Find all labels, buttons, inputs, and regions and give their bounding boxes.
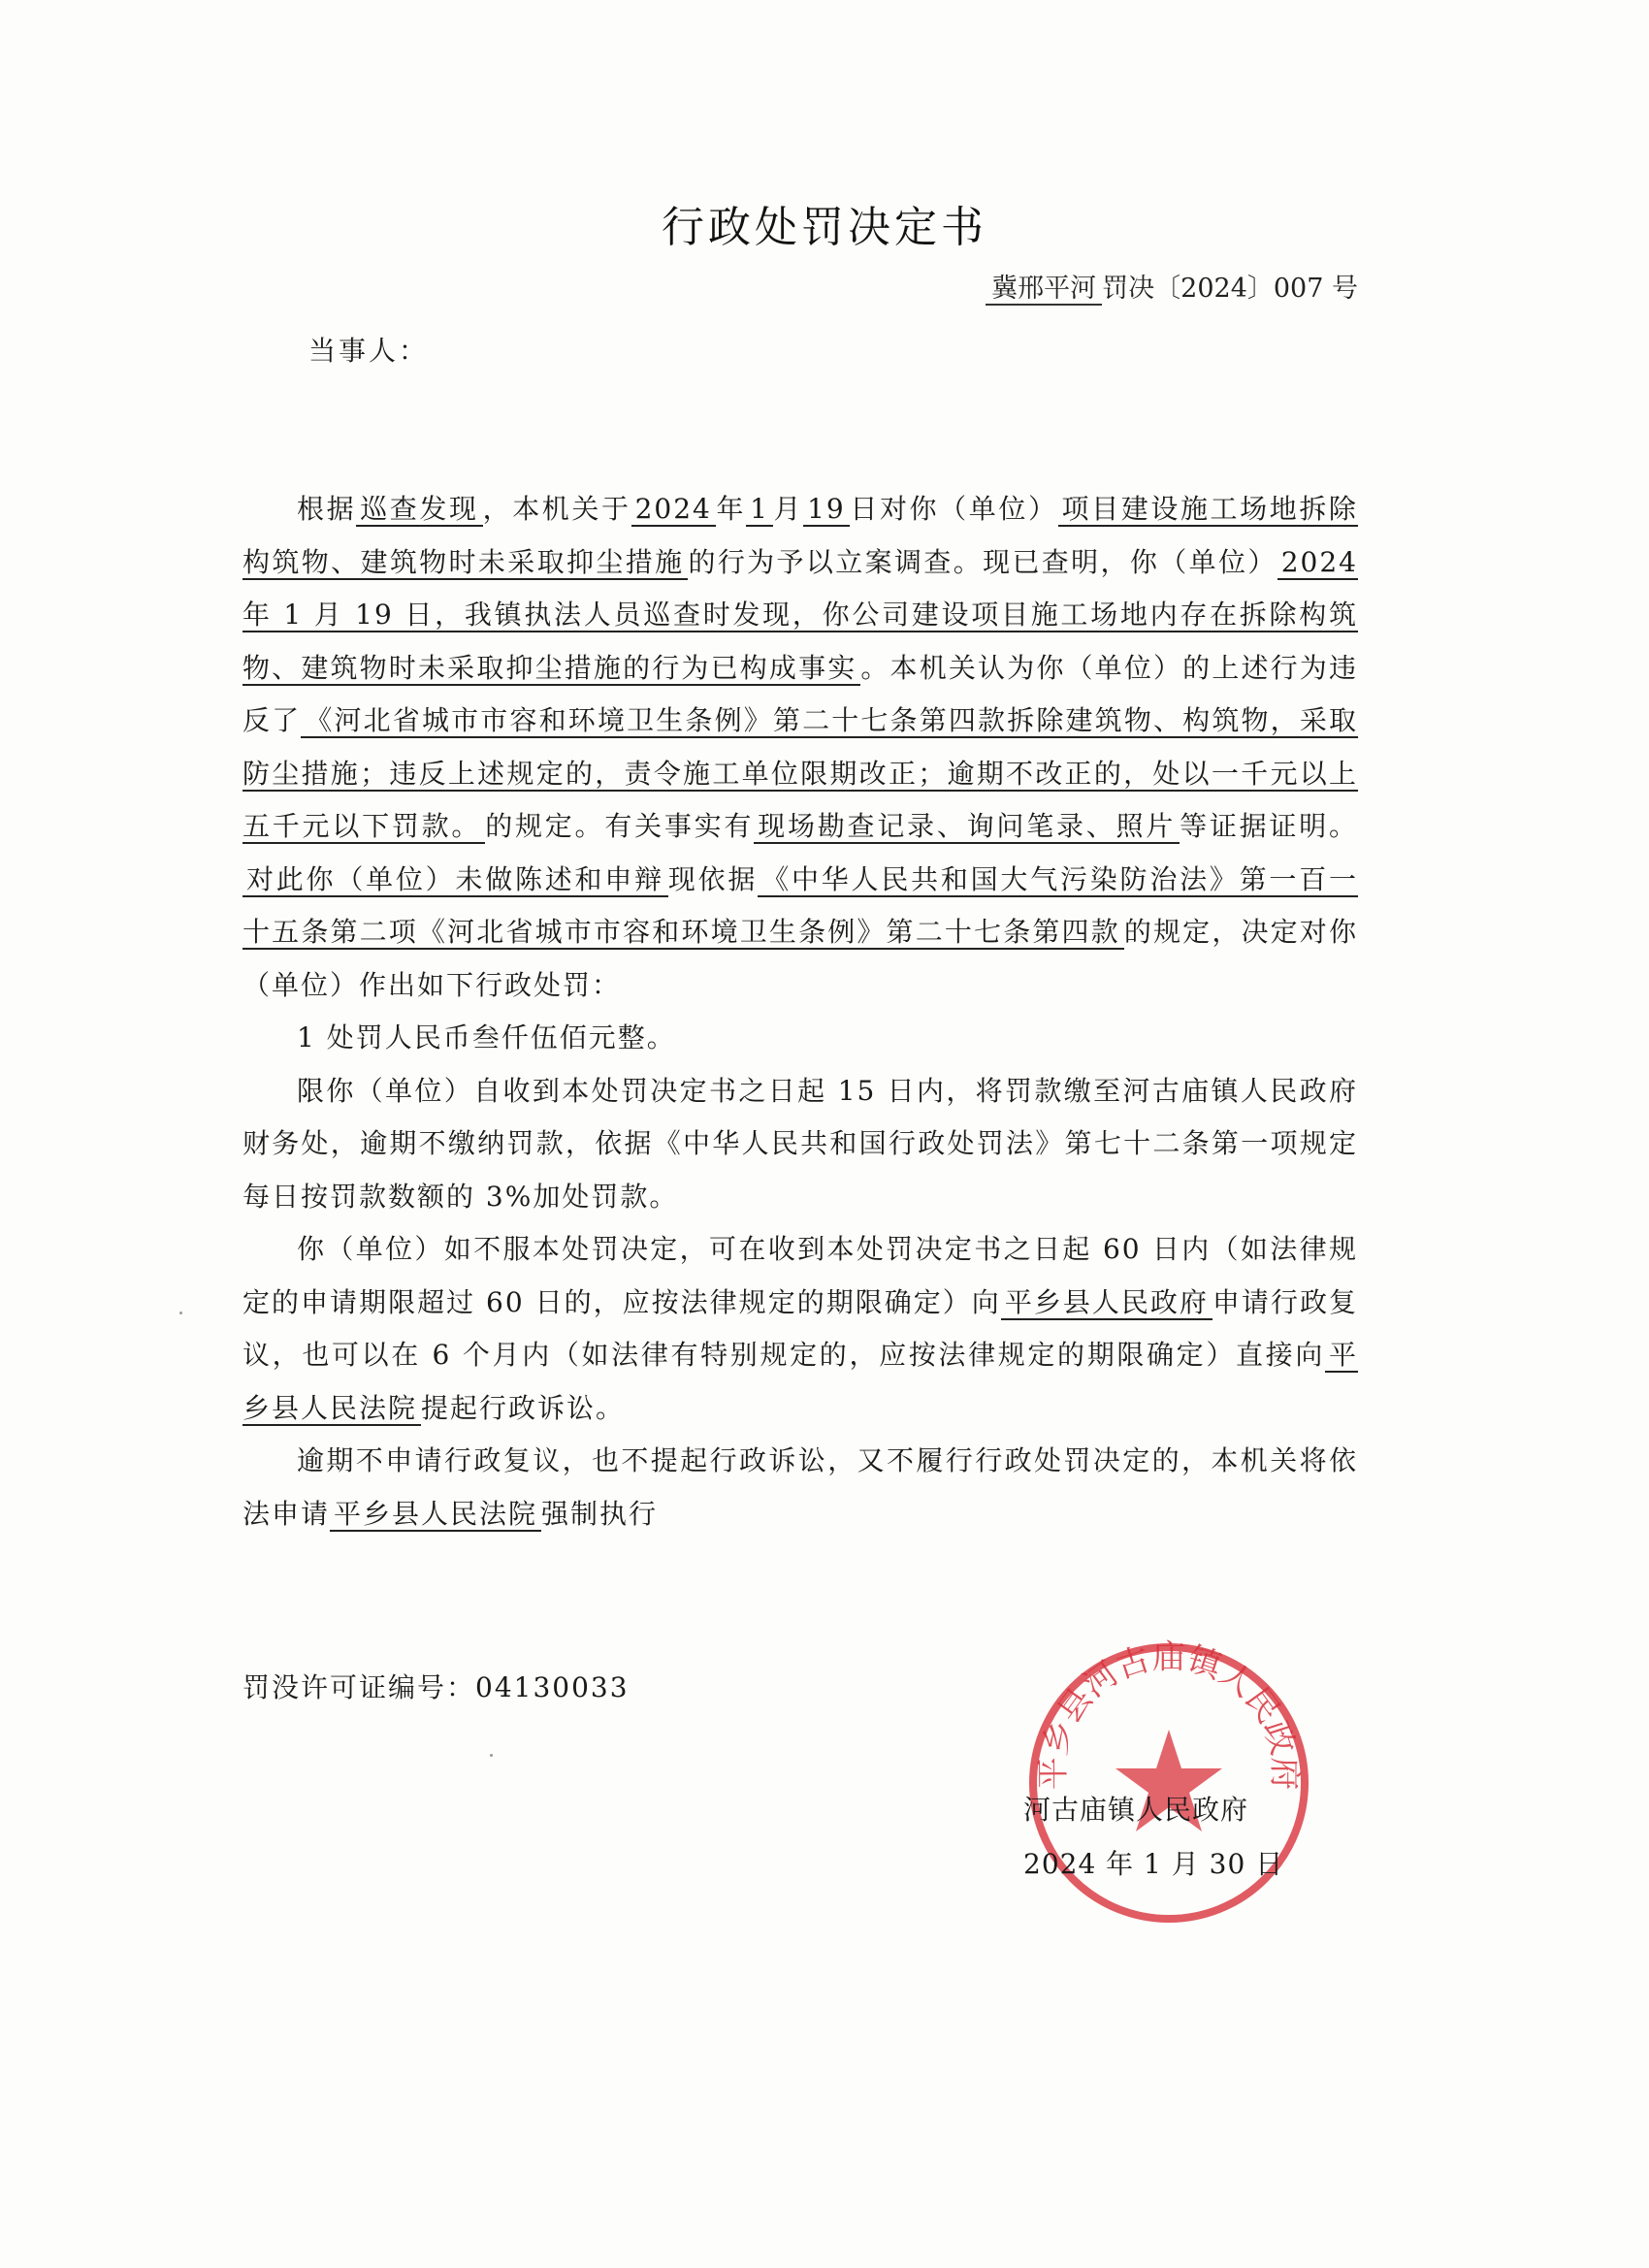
signature-block: [1023, 1783, 1283, 1892]
issuer-name: 河古庙镇人民政府: [1023, 1794, 1249, 1826]
case-year: 2024: [631, 493, 716, 527]
text-span: 根据: [297, 493, 357, 525]
paragraph-enforcement: [242, 1435, 1358, 1540]
case-month: 1: [746, 493, 773, 527]
scan-speck: [179, 1312, 182, 1314]
text-span: 提起行政诉讼。: [421, 1391, 626, 1424]
text-span: 现依据: [667, 862, 759, 895]
issue-date: 2024 年 1 月 30 日: [1023, 1848, 1284, 1880]
text-span: 日对你（单位）: [849, 493, 1058, 525]
text-span: 月: [772, 493, 804, 525]
text-span: 。本机关认为你（单位）的上述行为违反了: [242, 651, 1358, 736]
case-subject: 项目建设施工场地拆除构筑物、建筑物时未采取抑尘措施: [242, 493, 1358, 578]
text-span: 强制执行: [541, 1497, 659, 1530]
text-span: 的行为予以立案调查。现已查明，你（单位）: [688, 545, 1277, 578]
violated-rule: 《河北省城市市容和环境卫生条例》第二十七条第四款拆除建筑物、构筑物，采取防尘措施；违反上述规定的，责令施工单位限期改正；逾期不改正的，处以一千元以上五千元以下罚款。: [242, 704, 1358, 842]
text-span: 逾期不申请行政复议，也不提起行政诉讼，又不履行行政处罚决定的，本机关将依法申请: [242, 1444, 1358, 1530]
document-body: [242, 483, 1358, 1540]
permit-number: 罚没许可证编号：04130033: [242, 1671, 630, 1703]
paragraph-case: [242, 483, 1358, 1012]
seal-text: 平乡县河古庙镇人民政府: [1033, 1637, 1305, 1791]
doc-number-prefix: 冀邢平河: [986, 274, 1102, 306]
legal-basis: 《中华人民共和国大气污染防治法》第一百一十五条第二项《河北省城市市容和环境卫生条例》第二十七条第四款: [242, 862, 1358, 948]
paragraph-payment: 限你（单位）自收到本处罚决定书之日起 15 日内，将罚款缴至河古庙镇人民政府财务处，逾期不缴纳罚款，依据《中华人民共和国行政处罚法》第七十二条第一项规定每日按罚款数额的 3%加处罚款。: [242, 1074, 1358, 1213]
text-span: 你（单位）如不服本处罚决定，可在收到本处罚决定书之日起 60 日内（如法律规定的申请期限超过 60 日的，应按法律规定的期限确定）向: [242, 1233, 1358, 1318]
text-span: ，本机关于: [482, 493, 631, 525]
evidence: 现场勘查记录、询问笔录、照片: [754, 810, 1180, 844]
text-span: 年: [715, 493, 747, 525]
party-label: 当事人：: [308, 335, 430, 367]
review-org: 平乡县人民政府: [1001, 1286, 1212, 1320]
document-title: 行政处罚决定书: [662, 203, 987, 252]
text-span: 的规定。有关事实有: [485, 810, 755, 842]
text-span: 的规定，决定对你（单位）作出如下行政处罚：: [242, 916, 1358, 1001]
scan-speck: [490, 1754, 493, 1757]
case-facts: 2024 年 1 月 19 日，我镇执法人员巡查时发现，你公司建设项目施工场地内存在拆除构筑物、建筑物时未采取抑尘措施的行为已构成事实: [242, 545, 1358, 684]
enforcement-court: 平乡县人民法院: [330, 1498, 541, 1532]
document-number: [986, 267, 1358, 305]
litigation-court: 平乡县人民法院: [242, 1339, 1358, 1424]
statement: 对此你（单位）未做陈述和申辩: [242, 863, 668, 897]
case-day: 19: [803, 493, 850, 527]
doc-number-suffix: 罚决〔2024〕007 号: [1102, 274, 1358, 304]
text-span: 申请行政复议，也可以在 6 个月内（如法律有特别规定的，应按法律规定的期限确定）直接向: [242, 1285, 1358, 1371]
text-span: 等证据证明。: [1180, 810, 1358, 842]
paragraph-review: [242, 1223, 1358, 1435]
penalty-item: 1 处罚人民币叁仟伍佰元整。: [297, 1021, 676, 1053]
case-source: 巡查发现: [356, 493, 482, 527]
